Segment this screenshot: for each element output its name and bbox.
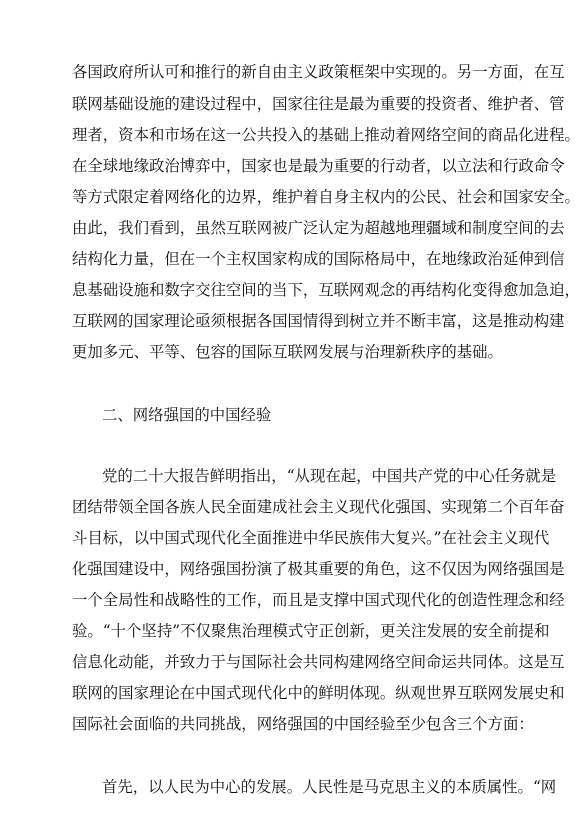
paragraph-2-line-8: 联网的国家理论在中国式现代化中的鲜明体现。纵观世界互联网发展史和 bbox=[72, 684, 565, 702]
section-heading: 二、网络强国的中国经验 bbox=[102, 406, 272, 424]
paragraph-1-line-4: 在全球地缘政治博弈中，国家也是最为重要的行动者，以立法和行政命令 bbox=[72, 157, 565, 175]
paragraph-2-line-4: 化强国建设中，网络强国扮演了极其重要的角色，这不仅因为网络强国是 bbox=[72, 560, 565, 578]
paragraph-2-line-5: 一个全局性和战略性的工作，而且是支撑中国式现代化的创造性理念和经 bbox=[72, 591, 565, 609]
paragraph-1-line-2: 联网基础设施的建设过程中，国家往往是最为重要的投资者、维护者、管 bbox=[72, 95, 565, 113]
paragraph-1-line-3: 理者，资本和市场在这一公共投入的基础上推动着网络空间的商品化进程。 bbox=[72, 126, 580, 144]
paragraph-3-line-1: 首先，以人民为中心的发展。人民性是马克思主义的本质属性。“网 bbox=[102, 778, 557, 796]
paragraph-1-line-6: 由此，我们看到，虽然互联网被广泛认定为超越地理疆域和制度空间的去 bbox=[72, 219, 565, 237]
paragraph-1-line-8: 息基础设施和数字交往空间的当下，互联网观念的再结构化变得愈加急迫， bbox=[72, 281, 580, 299]
paragraph-2-line-1: 党的二十大报告鲜明指出，“从现在起，中国共产党的中心任务就是 bbox=[102, 467, 557, 485]
paragraph-2-line-7: 信息化动能，并致力于与国际社会共同构建网络空间命运共同体。这是互 bbox=[72, 653, 565, 671]
paragraph-2-line-9: 国际社会面临的共同挑战，网络强国的中国经验至少包含三个方面： bbox=[72, 715, 534, 733]
paragraph-2-line-2: 团结带领全国各族人民全面建成社会主义现代化强国、实现第二个百年奋 bbox=[72, 498, 565, 516]
paragraph-1-line-10: 更加多元、平等、包容的国际互联网发展与治理新秩序的基础。 bbox=[72, 343, 503, 361]
paragraph-1-line-5: 等方式限定着网络化的边界，维护着自身主权内的公民、社会和国家安全。 bbox=[72, 188, 580, 206]
paragraph-1-line-7: 结构化力量，但在一个主权国家构成的国际格局中，在地缘政治延伸到信 bbox=[72, 250, 565, 268]
paragraph-2-line-3: 斗目标，以中国式现代化全面推进中华民族伟大复兴。”在社会主义现代 bbox=[72, 529, 550, 547]
paragraph-1-line-9: 互联网的国家理论亟须根据各国国情得到树立并不断丰富，这是推动构建 bbox=[72, 312, 565, 330]
paragraph-1-line-1: 各国政府所认可和推行的新自由主义政策框架中实现的。另一方面，在互 bbox=[72, 63, 565, 81]
paragraph-2-line-6: 验。“十个坚持”不仅聚焦治理模式守正创新，更关注发展的安全前提和 bbox=[72, 622, 550, 640]
